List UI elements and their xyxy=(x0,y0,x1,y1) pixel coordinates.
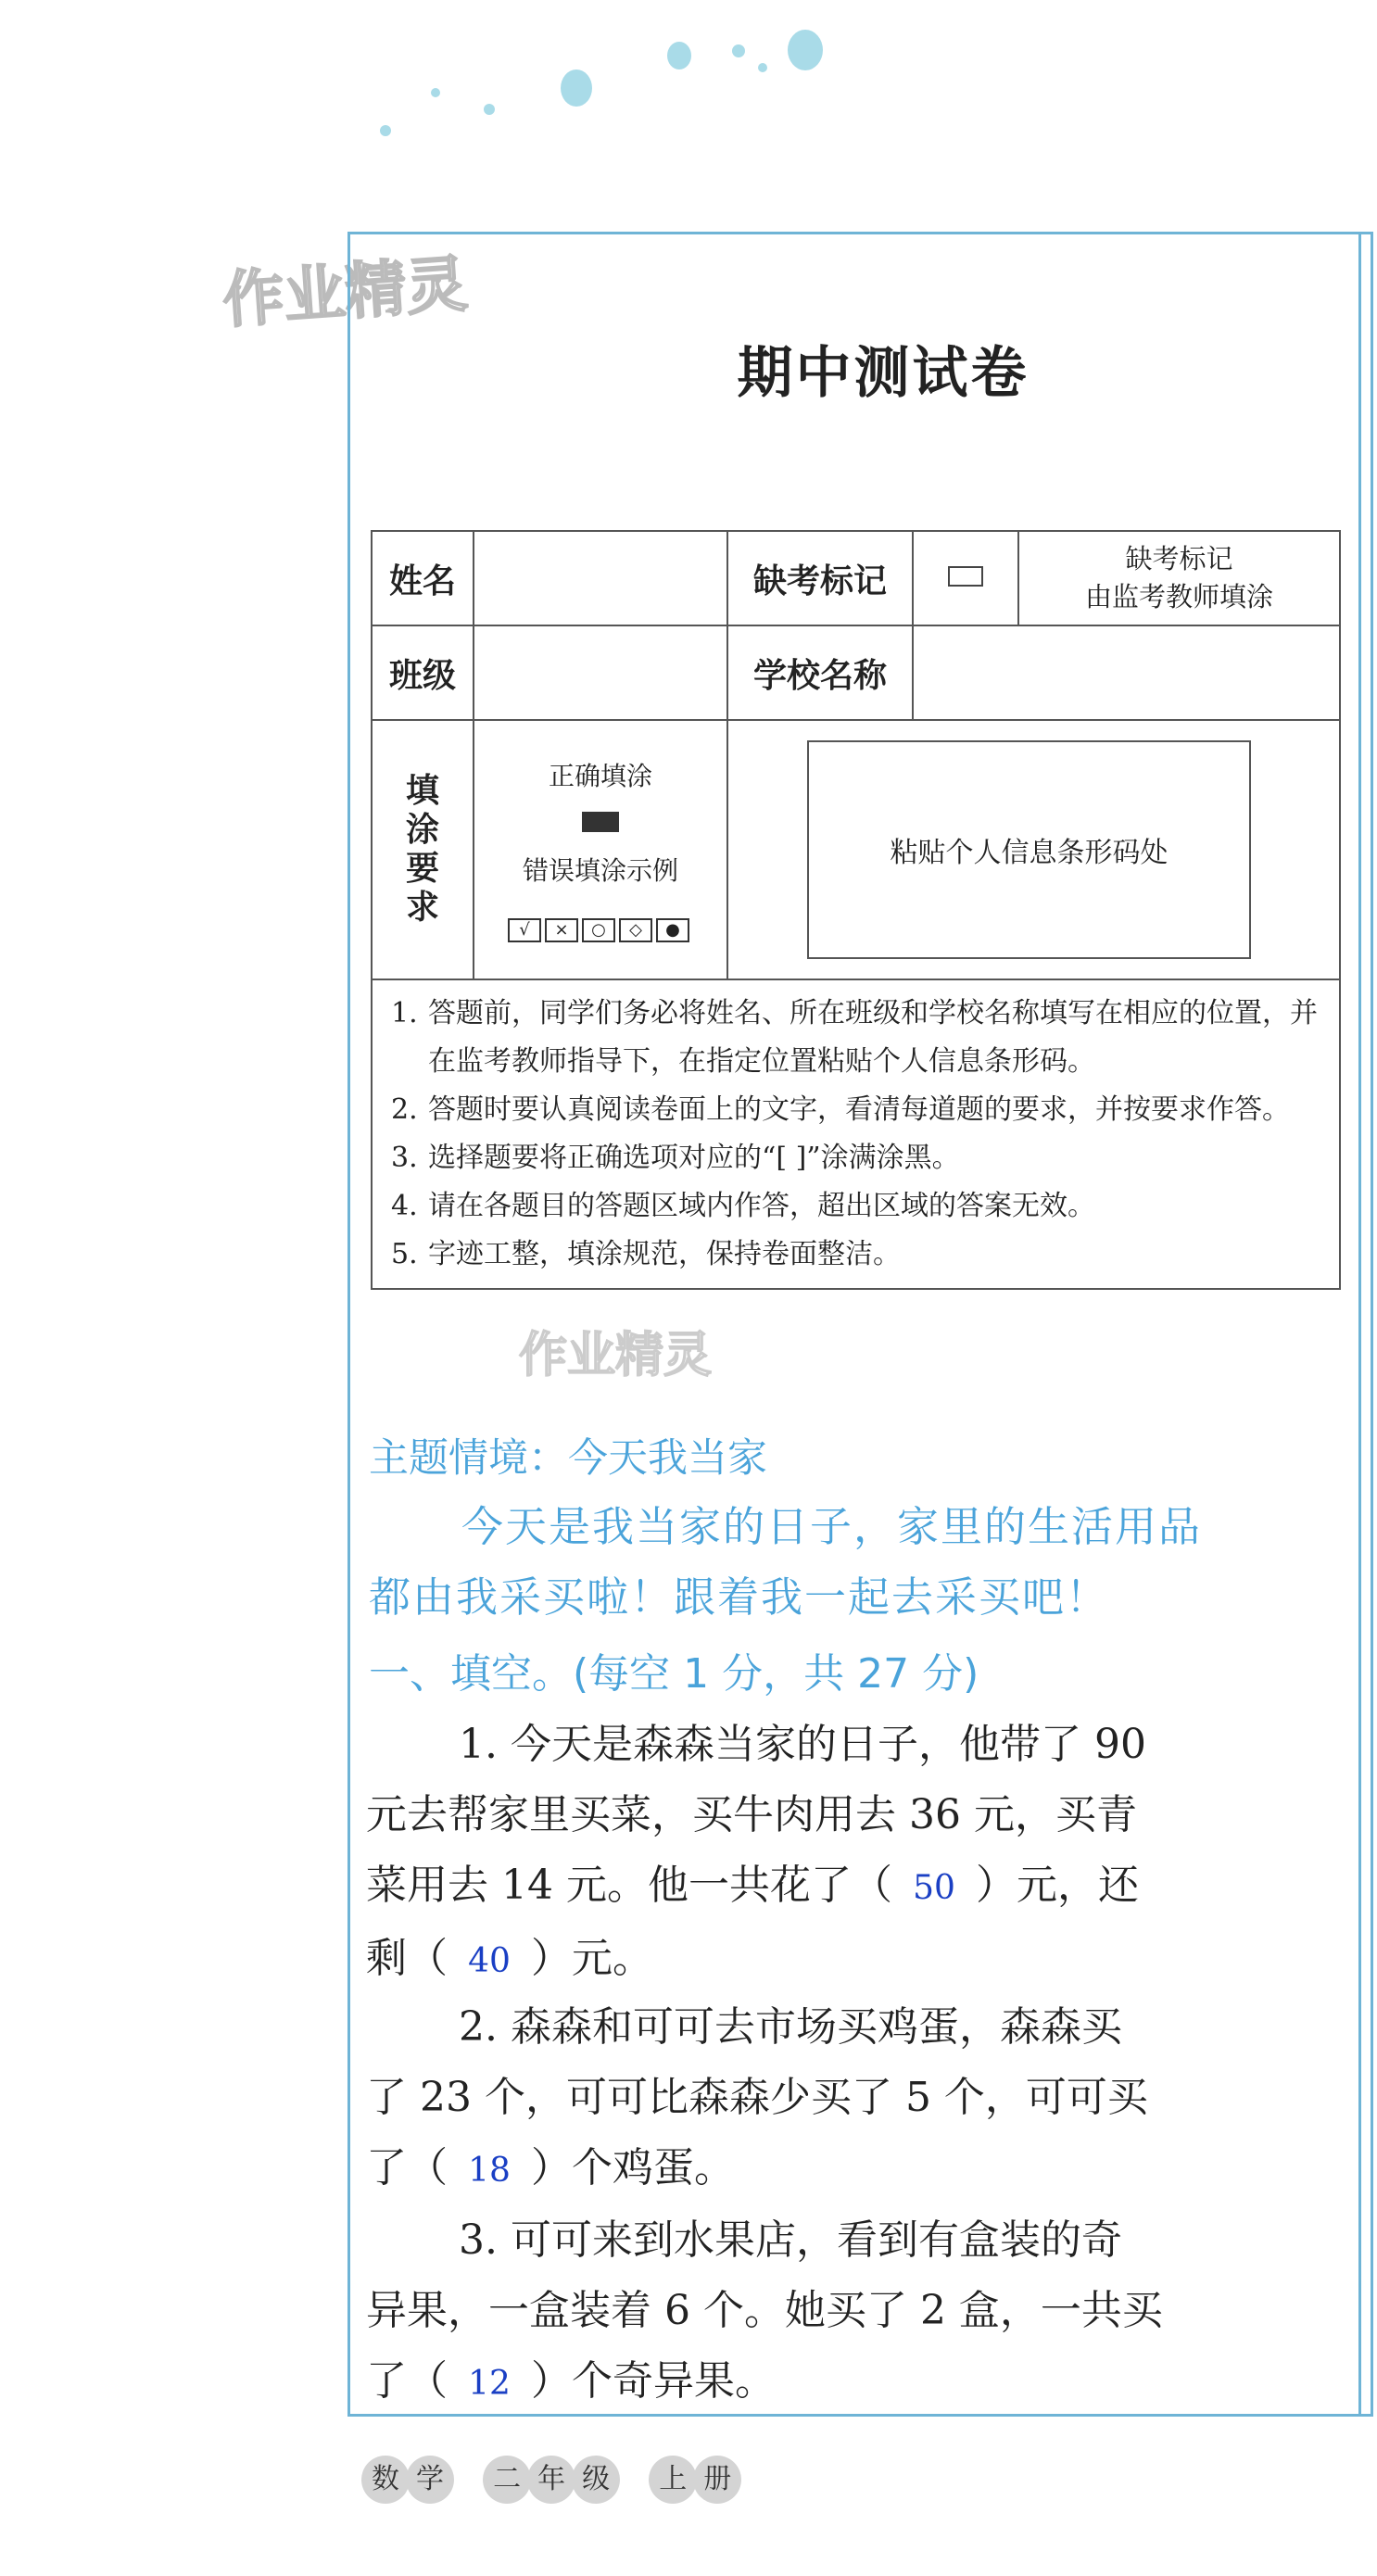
absent-note: 缺考标记 由监考教师填涂 xyxy=(1018,531,1340,625)
exam-rules xyxy=(372,979,1340,1289)
absent-label: 缺考标记 xyxy=(727,531,913,625)
wrong-fill-label: 错误填涂示例 xyxy=(522,854,678,886)
question-3: 3. 可可来到水果店，看到有盒装的奇 异果，一盒装着 6 个。她买了 2 盒，一共买 了（ 12 ）个奇异果。 xyxy=(366,2205,1339,2419)
absent-mark-box[interactable] xyxy=(913,531,1018,625)
class-field[interactable] xyxy=(474,625,727,720)
school-field[interactable] xyxy=(913,625,1340,720)
school-label: 学校名称 xyxy=(727,625,913,720)
answer-q3[interactable]: 12 xyxy=(468,2365,511,2403)
barcode-text: 粘贴个人信息条形码处 xyxy=(890,837,1169,869)
rule-item: 5. 字迹工整，填涂规范，保持卷面整洁。 xyxy=(391,1238,901,1270)
answer-q1-left[interactable]: 40 xyxy=(468,1942,511,1980)
page-edge-line xyxy=(1358,232,1361,2417)
barcode-area xyxy=(727,720,1340,979)
name-label: 姓名 xyxy=(372,531,474,625)
rule-item: 1. 答题前，同学们务必将姓名、所在班级和学校名称填写在相应的位置，并在监考教师指导下，在指定位置粘贴个人信息条形码。 xyxy=(391,997,1318,1078)
rule-item: 2. 答题时要认真阅读卷面上的文字，看清每道题的要求，并按要求作答。 xyxy=(391,1093,1290,1126)
fill-requirement-label: 填涂要求 xyxy=(372,720,474,979)
fill-examples xyxy=(474,720,727,979)
footer-badges xyxy=(361,2456,765,2504)
watermark-middle: 作业精灵 xyxy=(519,1328,713,1383)
theme-heading: 主题情境：今天我当家 xyxy=(369,1435,767,1482)
answer-q2[interactable]: 18 xyxy=(468,2152,511,2190)
rule-item: 4. 请在各题目的答题区域内作答，超出区域的答案无效。 xyxy=(391,1190,1095,1222)
wrong-fill-samples: √ × ○ ◇ ● xyxy=(474,914,726,944)
question-1: 1. 今天是森森当家的日子，他带了 90 元去帮家里买菜，买牛肉用去 36 元，买青 菜用去 14 元。他一共花了（ 50 ）元，还 剩（ 40 ）元。 xyxy=(366,1710,1339,1997)
barcode-box[interactable] xyxy=(807,740,1251,959)
theme-intro: 今天是我当家的日子，家里的生活用品 都由我采买啦！跟着我一起去采买吧！ xyxy=(369,1502,1203,1622)
student-info-table xyxy=(371,530,1341,1290)
rule-item: 3. 选择题要将正确选项对应的“[ ]”涂满涂黑。 xyxy=(391,1142,960,1174)
volume-badge: 上 册 xyxy=(649,2456,738,2504)
subject-badge: 数 学 xyxy=(361,2456,450,2504)
class-label: 班级 xyxy=(372,625,474,720)
watermark-top: 作业精灵 xyxy=(221,247,470,337)
question-2: 2. 森森和可可去市场买鸡蛋，森森买 了 23 个，可可比森森少买了 5 个，可可买 了（ 18 ）个鸡蛋。 xyxy=(366,1992,1339,2206)
name-field[interactable] xyxy=(474,531,727,625)
section-1-heading: 一、填空。(每空 1 分，共 27 分) xyxy=(369,1650,979,1698)
correct-fill-sample xyxy=(582,812,619,832)
correct-fill-label: 正确填涂 xyxy=(548,760,652,791)
answer-q1-spent[interactable]: 50 xyxy=(913,1869,955,1907)
grade-badge: 二 年 级 xyxy=(483,2456,616,2504)
page-title: 期中测试卷 xyxy=(737,341,1030,406)
